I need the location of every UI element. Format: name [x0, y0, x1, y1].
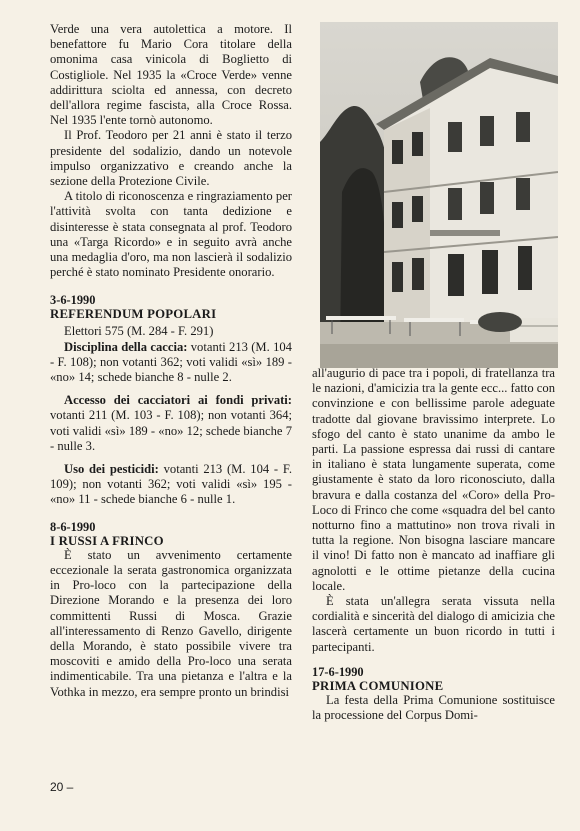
- item-text-fondi: votanti 211 (M. 103 - F. 108); non votanti 364; voti validi «sì» 189 - «no» 12; schede bianche 7 - nulle 3.: [50, 408, 292, 453]
- building-photo: [320, 22, 558, 368]
- paragraph-serata: È stata un'allegra serata vissuta nella cordialità e sincerità del dialogo di amicizia che lascerà certamente un buon ricordo in tutti i partecipanti.: [312, 594, 555, 654]
- referendum-item-pesticidi: [50, 462, 292, 508]
- page-number: 20 –: [50, 780, 74, 794]
- left-column: [50, 22, 292, 700]
- electors-line: Elettori 575 (M. 284 - F. 291): [64, 324, 214, 339]
- paragraph-targa: A titolo di riconoscenza e ringraziamento per l'attività svolta con tanta dedizione e disinteresse è stata consegnata al prof. Teodoro una «Targa Ricordo» e in seguito avrà anche una medaglia d'oro, ma non lascierà il sodalizio perché è stato nominato Presidente onorario.: [50, 189, 292, 280]
- paragraph-russi: È stato un avvenimento certamente eccezionale la serata gastronomica organizzata in Pro-loco con la partecipazione della Direzione Morando e la presenza dei loro committenti Russi di Mosca. Grazie all'interessamento di Renzo Gavello, dirigente della Morando, è stato possibile vivere tra moscoviti e amido della Pro-loco una serata indimenticabile. Tra una pietanza e l'altra e la Vothka in mezzo, era sempre pronto un brindisi: [50, 547, 292, 699]
- paragraph-augurio: all'augurio di pace tra i popoli, di fratellanza tra le nazioni, d'amicizia tra la gente ecc... fatto con convinzione e con bellissime parole adeguate tradotte dal giovane bravissimo interprete. Lo sfogo del canto è stato unanime da ambo le parti. La passione espressa dai russi di cantare in italiano è stata lungamente superata, come giustamente è stato da loro riconosciuto, dalla bravura e dalla costanza del «Coro» della Pro-Loco di Frinco che come «squadra del bel canto notturno fino a mattutino» non trova rivali in tutta la regione. Non bisogna lasciare mancare il vino! Di fatto non è mancato ad inaffiare gli agnolotti e le ottime pietanze della cucina locale.: [312, 366, 555, 593]
- section-date-russi: 8-6-1990: [50, 519, 96, 534]
- item-text-pesticidi: votanti 213 (M. 104 - F. 109); non votanti 362; voti validi «sì» 195 - «no» 11 - schede bianche 6 - nulle 1.: [50, 462, 292, 507]
- item-title-caccia: Disciplina della caccia:: [64, 339, 188, 354]
- section-date-referendum: 3-6-1990: [50, 293, 96, 308]
- paragraph-comunione: La festa della Prima Comunione sostituisce la processione del Corpus Domi-: [312, 692, 555, 723]
- item-text-caccia: votanti 213 (M. 104 - F. 108); non votanti 362; voti validi «sì» 189 - «no» 14; schede bianche 8 - nulle 2.: [50, 339, 292, 385]
- referendum-item-fondi: [50, 393, 292, 454]
- section-date-comunione: 17-6-1990: [312, 664, 364, 679]
- section-heading-referendum: REFERENDUM POPOLARI: [50, 307, 217, 322]
- item-title-fondi: Accesso dei cacciatori ai fondi privati:: [64, 393, 292, 408]
- section-heading-russi: I RUSSI A FRINCO: [50, 533, 164, 548]
- intro-paragraph: Verde una vera autolettica a motore. Il benefattore fu Mario Cora titolare della omonima casa vinicola di Boglietto di Costigliole. Nel 1935 la «Croce Verde» venne addirittura sciolta ed annessa, con decreto dell'allora regime fascista, alla Croce Rossa. Nel 1935 l'ente tornò autonomo.: [50, 22, 292, 128]
- right-column: [312, 366, 555, 723]
- item-title-pesticidi: Uso dei pesticidi:: [64, 462, 159, 477]
- referendum-item-caccia: [50, 340, 292, 386]
- section-heading-comunione: PRIMA COMUNIONE: [312, 678, 444, 693]
- paragraph-teodoro: Il Prof. Teodoro per 21 anni è stato il terzo presidente del sodalizio, dando un notevole impulso organizzativo e creando anche la sezione della Protezione Civile.: [50, 128, 292, 189]
